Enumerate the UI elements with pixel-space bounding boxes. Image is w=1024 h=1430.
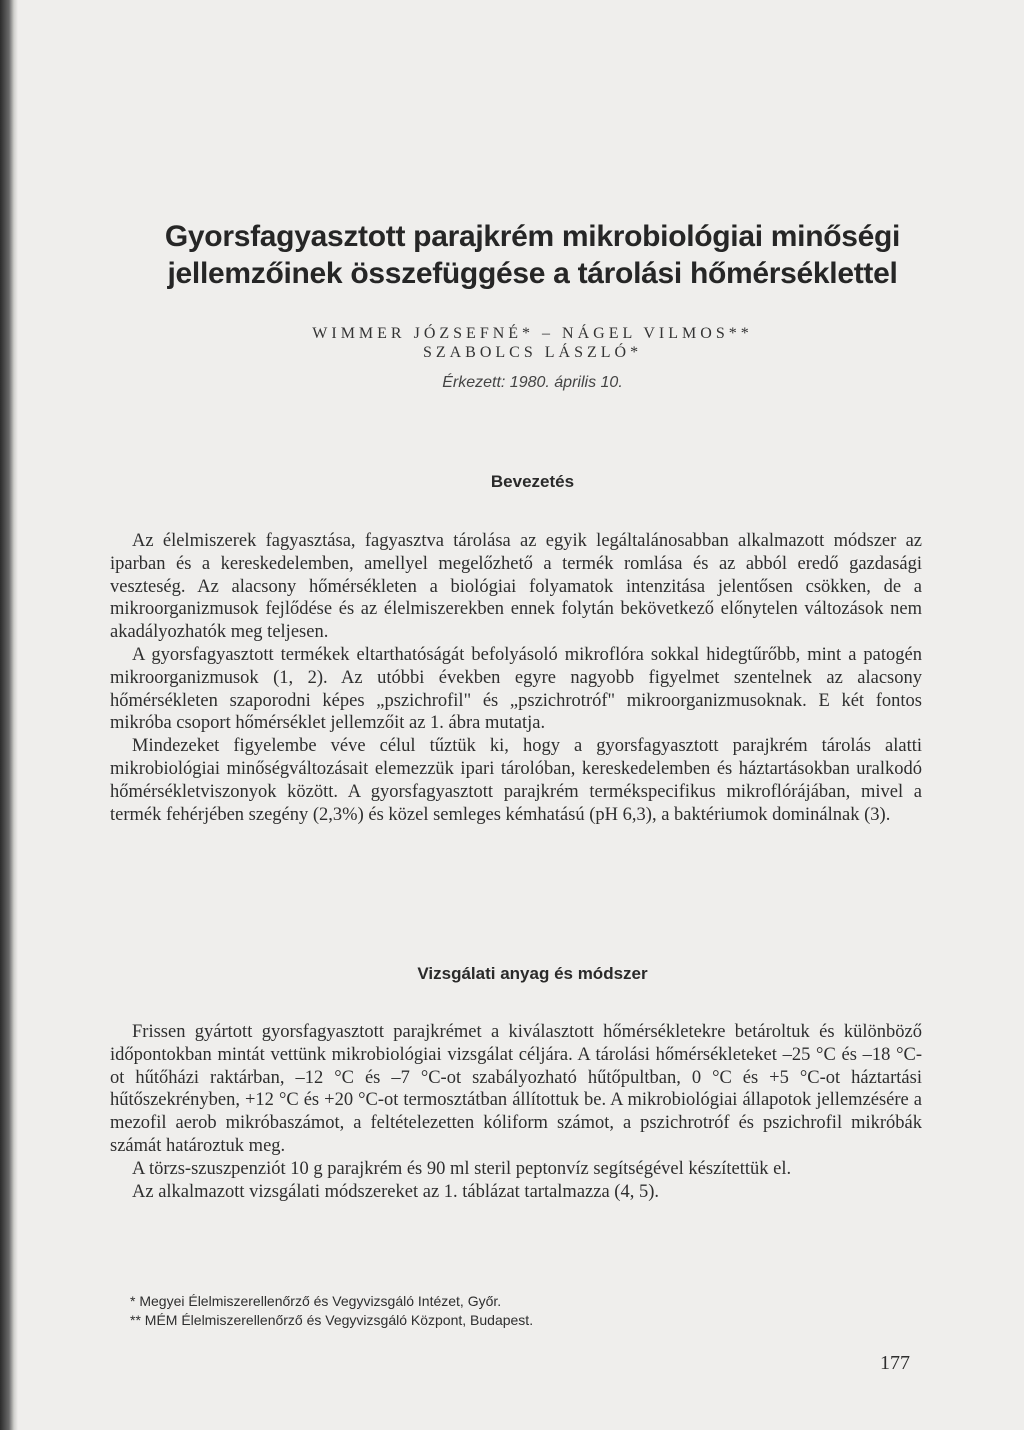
- paragraph: Az élelmiszerek fagyasztása, fagyasztva tárolása az egyik legáltalánosabban alkalmazott módszer az iparban és a kereskedelemben, amellyel megelőzhető a termék romlása és az abból eredő gazdasági veszteség. Az alacsony hőmérsékleten a biológiai folyamatok intenzitása jelentősen csökken, de a mikroorganizmusok fejlődése és az élelmiszerekben ennek folytán bekövetkező előnytelen változások nem akadályozhatók meg teljesen.: [110, 531, 922, 643]
- footnotes: [130, 1292, 890, 1330]
- authors-line-2: SZABOLCS LÁSZLÓ*: [422, 344, 643, 361]
- footnote: * Megyei Élelmiszerellenőrző és Vegyvizsgáló Intézet, Győr.: [130, 1293, 502, 1309]
- section-heading-materials-methods: Vizsgálati anyag és módszer: [417, 964, 648, 983]
- section-heading-introduction: Bevezetés: [490, 472, 575, 491]
- paragraph: Frissen gyártott gyorsfagyasztott parajkrémet a kiválasztott hőmérsékletekre betároltuk és különböző időpontokban mintát vettünk mikrobiológiai vizsgálat céljára. A tárolási hőmérsékleteket –25 °C és –18 °C-ot hűtőházi raktárban, –12 °C és –7 °C-ot szabályozható hűtőpultban, 0 °C és +5 °C-ot háztartási hűtőszekrényben, +12 °C és +20 °C-ot termosztátban állítottuk be. A mikrobiológiai állapotok jellemzésére a mezofil aerob mikróbaszámot, a feltételezetten kóliform számot, a pszichrotróf és pszichrofil mikróbák számát határoztuk meg.: [110, 1022, 922, 1156]
- paragraph: A törzs-szuszpenziót 10 g parajkrém és 90 ml steril peptonvíz segítségével készítettük el.: [132, 1158, 792, 1179]
- author-list: [100, 324, 965, 362]
- paragraph: A gyorsfagyasztott termékek eltarthatóságát befolyásoló mikroflóra sokkal hidegtűrőbb, mint a patogén mikroorganizmusok (1, 2). Az utóbbi években egyre nagyobb figyelmet szentelnek az alacsony hőmérsékleten szaporodni képes „pszichrofil" és „pszichrotróf" mikroorganizmusoknak. E két fontos mikróba csoport hőmérséklet jellemzőit az 1. ábra mutatja.: [110, 644, 922, 734]
- authors-line-1: WIMMER JÓZSEFNÉ* – NÁGEL VILMOS**: [312, 325, 753, 342]
- title-line-1: Gyorsfagyasztott parajkrém mikrobiológiai minőségi: [164, 220, 901, 253]
- page-number: 177: [880, 1352, 910, 1374]
- paragraph: Az alkalmazott vizsgálati módszereket az 1. táblázat tartalmazza (4, 5).: [132, 1181, 659, 1202]
- section-body-materials-methods: [110, 1021, 922, 1203]
- title-line-2: jellemzőinek összefüggése a tárolási hőmérséklettel: [167, 257, 898, 290]
- paragraph: Mindezeket figyelembe véve célul tűztük ki, hogy a gyorsfagyasztott parajkrém tárolás alatti mikrobiológiai minőségváltozásait elemezzük ipari tárolóban, kereskedelemben és háztartásokban uralkodó hőmérsékletviszonyok között. A gyorsfagyasztott parajkrém termékspecifikus mikroflórájában, mivel a termék fehérjében szegény (2,3%) és közel semleges kémhatású (pH 6,3), a baktériumok dominálnak (3).: [110, 736, 922, 825]
- article-title: [100, 218, 965, 292]
- footnote: ** MÉM Élelmiszerellenőrző és Vegyvizsgáló Központ, Budapest.: [130, 1312, 534, 1328]
- received-date: Érkezett: 1980. április 10.: [442, 374, 623, 391]
- section-body-introduction: [110, 530, 922, 826]
